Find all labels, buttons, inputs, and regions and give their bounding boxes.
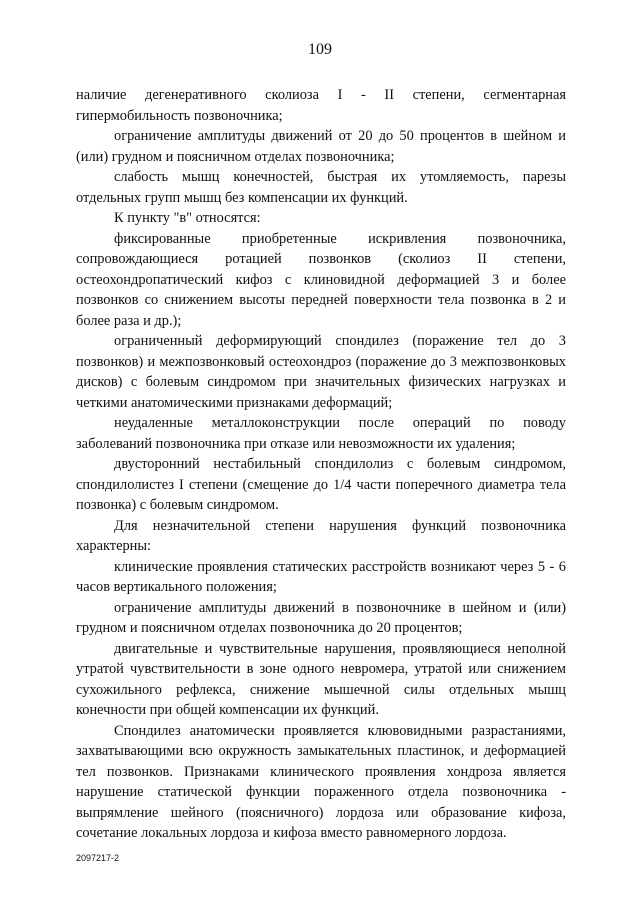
paragraph-8: двусторонний нестабильный спондилолиз с болевым синдромом, спондилолистез I степени (смещение до 1/4 части поперечного диаметра тела позвонка) с болевым синдромом. xyxy=(76,456,566,513)
paragraph-9: Для незначительной степени нарушения функций позвоночника характерны: xyxy=(76,517,566,554)
page-number: 109 xyxy=(308,41,332,58)
paragraph-5: фиксированные приобретенные искривления позвоночника, сопровождающиеся ротацией позвонков (сколиоз II степени, остеохондропатический кифоз с клиновидной деформацией 3 и более позвонков со снижением высоты передней поверхности тела позвонка в 2 и более раза и др.); xyxy=(76,230,566,329)
paragraph-1: наличие дегенеративного сколиоза I - II степени, сегментарная гипермобильность позвоночника; xyxy=(76,87,566,124)
paragraph-3: слабость мышц конечностей, быстрая их утомляемость, парезы отдельных групп мышц без компенсации их функций. xyxy=(76,169,566,206)
paragraph-10: клинические проявления статических расстройств возникают через 5 - 6 часов вертикального положения; xyxy=(76,558,566,595)
body-text xyxy=(76,85,566,844)
paragraph-4: К пункту "в" относятся: xyxy=(114,210,261,226)
paragraph-12: двигательные и чувствительные нарушения, проявляющиеся неполной утратой чувствительности в зоне одного невромера, утратой или снижением сухожильного рефлекса, снижение мышечной силы отдельных мышц конечности при общей компенсации их функций. xyxy=(76,640,566,718)
paragraph-7: неудаленные металлоконструкции после операций по поводу заболеваний позвоночника при отказе или невозможности их удаления; xyxy=(76,415,566,452)
paragraph-11: ограничение амплитуды движений в позвоночнике в шейном и (или) грудном и поясничном отделах позвоночника до 20 процентов; xyxy=(76,599,566,636)
document-code: 2097217-2 xyxy=(76,853,120,863)
paragraph-13: Спондилез анатомически проявляется клювовидными разрастаниями, захватывающими всю окружность замыкательных пластинок, и деформацией тел позвонков. Признаками клинического проявления хондроза является нарушение статической функции пораженного отдела позвоночника - выпрямление шейного (поясничного) лордоза или образование кифоза, сочетание локальных лордоза и кифоза вместо равномерного лордоза. xyxy=(76,722,566,841)
paragraph-2: ограничение амплитуды движений от 20 до 50 процентов в шейном и (или) грудном и поясничном отделах позвоночника; xyxy=(76,128,566,165)
paragraph-6: ограниченный деформирующий спондилез (поражение тел до 3 позвонков) и межпозвонковый остеохондроз (поражение до 3 межпозвонковых дисков) с болевым синдромом при значительных физических нагрузках и четкими анатомическими признаками деформаций; xyxy=(76,333,566,411)
